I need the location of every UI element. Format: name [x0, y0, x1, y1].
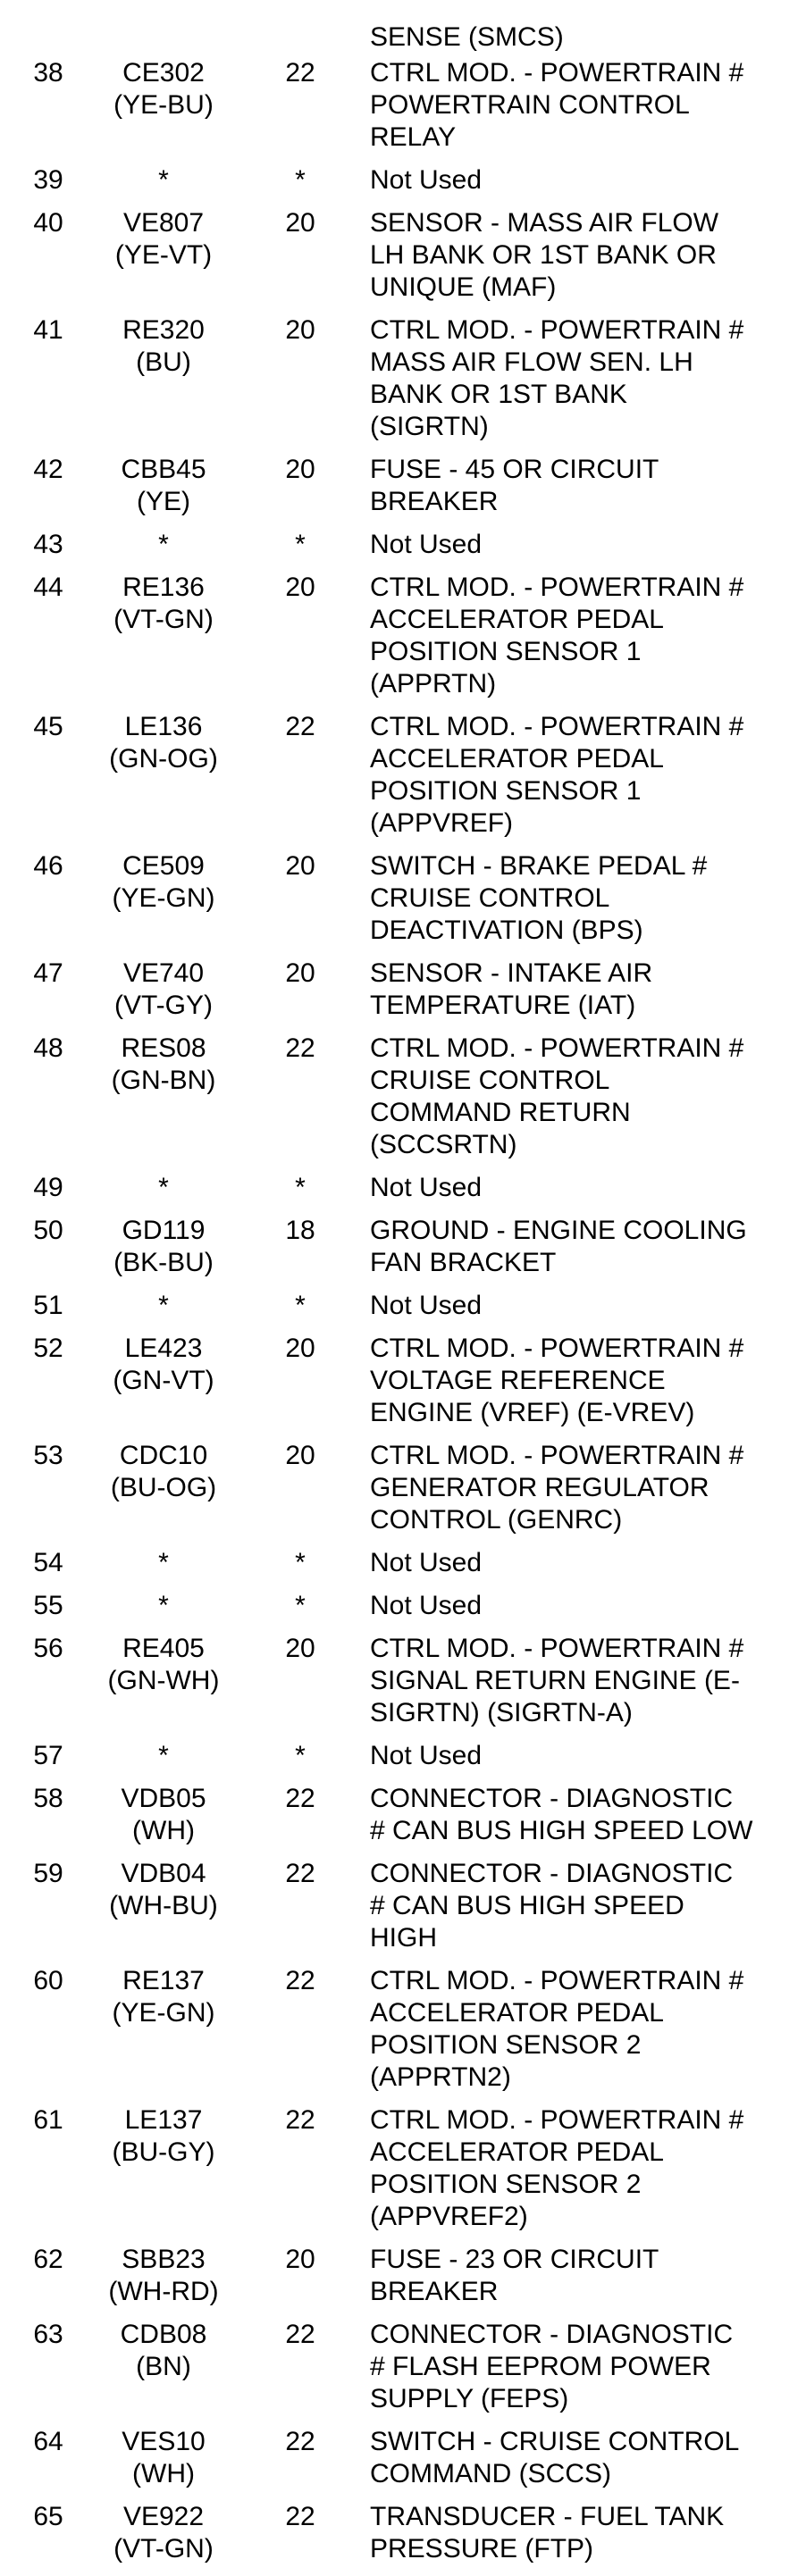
- circuit-cell: [97, 164, 231, 207]
- pin-number: 57: [33, 1741, 63, 1770]
- continued-description: SENSE (SMCS): [370, 22, 564, 52]
- pin-number: 49: [33, 1173, 63, 1202]
- wire-color: (BU): [136, 347, 191, 377]
- table-row: [0, 1290, 806, 1333]
- circuit-code: CE509: [122, 851, 205, 881]
- wire-color: (WH): [132, 2459, 195, 2488]
- pin-number: 45: [33, 712, 63, 741]
- table-row: [0, 850, 806, 958]
- pinout-table-body: [0, 57, 806, 2576]
- table-row: [0, 572, 806, 711]
- pin-number: 50: [33, 1216, 63, 1245]
- wire-gauge: 20: [285, 1441, 315, 1470]
- circuit-cell: [97, 314, 231, 454]
- circuit-code: CBB45: [121, 455, 206, 484]
- table-row: [0, 1633, 806, 1740]
- wire-gauge: 22: [285, 712, 315, 741]
- wire-gauge: 20: [285, 958, 315, 988]
- circuit-function: Not Used: [370, 530, 483, 559]
- pin-number: 48: [33, 1033, 63, 1063]
- wire-color: (BK-BU): [113, 1248, 214, 1277]
- circuit-cell: [97, 2244, 231, 2319]
- circuit-function: CTRL MOD. - POWERTRAIN # ACCELERATOR PEDAL POSITION SENSOR 2 (APPVREF2): [370, 2105, 744, 2231]
- circuit-cell: [97, 529, 231, 572]
- circuit-function: CTRL MOD. - POWERTRAIN # ACCELERATOR PEDAL POSITION SENSOR 2 (APPRTN2): [370, 1966, 744, 2092]
- circuit-cell: [97, 2426, 231, 2501]
- circuit-cell: [97, 454, 231, 529]
- circuit-function: CTRL MOD. - POWERTRAIN # ACCELERATOR PEDAL POSITION SENSOR 1 (APPRTN): [370, 573, 744, 698]
- circuit-code: CDB08: [120, 2320, 207, 2349]
- circuit-cell: [97, 572, 231, 711]
- circuit-function: Not Used: [370, 1173, 483, 1202]
- pin-number: 55: [33, 1591, 63, 1620]
- pin-number: 51: [33, 1291, 63, 1320]
- wire-color: (VT-GN): [113, 605, 214, 634]
- pin-number: 65: [33, 2502, 63, 2531]
- circuit-code: *: [158, 1741, 169, 1770]
- circuit-cell: [97, 207, 231, 314]
- pin-number: 47: [33, 958, 63, 988]
- table-row: [0, 1740, 806, 1783]
- pin-number: 38: [33, 58, 63, 88]
- circuit-code: RE320: [122, 315, 205, 345]
- circuit-function: SENSOR - MASS AIR FLOW LH BANK OR 1ST BANK OR UNIQUE (MAF): [370, 208, 719, 302]
- pin-number: 44: [33, 573, 63, 602]
- circuit-cell: [97, 1172, 231, 1215]
- circuit-code: *: [158, 165, 169, 195]
- circuit-function: CTRL MOD. - POWERTRAIN # POWERTRAIN CONTROL RELAY: [370, 58, 744, 152]
- table-row: [0, 1333, 806, 1440]
- table-row: [0, 1783, 806, 1858]
- wire-gauge: 20: [285, 1634, 315, 1663]
- circuit-function: CONNECTOR - DIAGNOSTIC # FLASH EEPROM POWER SUPPLY (FEPS): [370, 2320, 734, 2413]
- circuit-cell: [97, 1783, 231, 1858]
- circuit-code: RE405: [122, 1634, 205, 1663]
- circuit-code: VDB04: [121, 1859, 206, 1888]
- wire-gauge: 20: [285, 573, 315, 602]
- circuit-code: CE302: [122, 58, 205, 88]
- pin-number: 62: [33, 2245, 63, 2274]
- circuit-code: VE740: [122, 958, 205, 988]
- circuit-function: CONNECTOR - DIAGNOSTIC # CAN BUS HIGH SPEED LOW: [370, 1784, 753, 1845]
- circuit-function: SWITCH - CRUISE CONTROL COMMAND (SCCS): [370, 2427, 740, 2488]
- circuit-function: Not Used: [370, 165, 483, 195]
- circuit-cell: [97, 850, 231, 958]
- pin-number: 56: [33, 1634, 63, 1663]
- circuit-code: RE136: [122, 573, 205, 602]
- pin-number: 54: [33, 1548, 63, 1577]
- wire-gauge: *: [295, 1291, 306, 1320]
- circuit-function: TRANSDUCER - FUEL TANK PRESSURE (FTP): [370, 2502, 725, 2563]
- circuit-code: LE137: [124, 2105, 203, 2135]
- circuit-code: RE137: [122, 1966, 205, 1995]
- circuit-cell: [97, 711, 231, 850]
- circuit-code: *: [158, 1548, 169, 1577]
- table-row: [0, 1858, 806, 1965]
- wire-color: (BN): [136, 2352, 191, 2381]
- wire-gauge: 22: [285, 1859, 315, 1888]
- wire-color: (WH-RD): [108, 2277, 219, 2306]
- pin-number: 42: [33, 455, 63, 484]
- circuit-code: VES10: [122, 2427, 206, 2456]
- wire-gauge: 20: [285, 851, 315, 881]
- circuit-function: Not Used: [370, 1291, 483, 1320]
- wire-gauge: 20: [285, 2245, 315, 2274]
- pin-number: 39: [33, 165, 63, 195]
- circuit-code: RES08: [121, 1033, 206, 1063]
- wire-color: (YE-GN): [112, 883, 215, 913]
- table-row: [0, 529, 806, 572]
- wire-color: (BU-OG): [110, 1473, 217, 1502]
- circuit-function: Not Used: [370, 1548, 483, 1577]
- table-row: [0, 1440, 806, 1547]
- pin-number: 63: [33, 2320, 63, 2349]
- wire-color: (YE-GN): [112, 1998, 215, 2028]
- wire-color: (WH-BU): [109, 1891, 218, 1920]
- wire-gauge: 20: [285, 455, 315, 484]
- circuit-code: VDB05: [121, 1784, 206, 1813]
- circuit-cell: [97, 2104, 231, 2244]
- circuit-cell: [97, 1290, 231, 1333]
- circuit-function: CTRL MOD. - POWERTRAIN # ACCELERATOR PEDAL POSITION SENSOR 1 (APPVREF): [370, 712, 744, 838]
- circuit-code: *: [158, 530, 169, 559]
- wire-gauge: 22: [285, 1033, 315, 1063]
- pinout-table: [0, 57, 806, 2576]
- wire-gauge: 22: [285, 2502, 315, 2531]
- wire-gauge: *: [295, 1741, 306, 1770]
- pin-number: 41: [33, 315, 63, 345]
- wire-color: (GN-OG): [109, 744, 218, 774]
- table-row: [0, 1033, 806, 1172]
- pin-number: 53: [33, 1441, 63, 1470]
- wire-gauge: 22: [285, 2105, 315, 2135]
- wire-color: (GN-WH): [107, 1666, 220, 1695]
- circuit-function: FUSE - 23 OR CIRCUIT BREAKER: [370, 2245, 659, 2306]
- circuit-function: SENSOR - INTAKE AIR TEMPERATURE (IAT): [370, 958, 653, 1020]
- wire-gauge: *: [295, 165, 306, 195]
- circuit-code: SBB23: [122, 2245, 206, 2274]
- table-row: [0, 207, 806, 314]
- wire-gauge: 20: [285, 1334, 315, 1363]
- pin-number: 64: [33, 2427, 63, 2456]
- table-row: [0, 2501, 806, 2576]
- table-row: [0, 1215, 806, 1290]
- wire-color: (GN-VT): [113, 1366, 214, 1395]
- pin-number: 60: [33, 1966, 63, 1995]
- wire-color: (YE-BU): [113, 90, 214, 120]
- wire-gauge: 22: [285, 2320, 315, 2349]
- circuit-cell: [97, 1333, 231, 1440]
- pin-number: 43: [33, 530, 63, 559]
- table-row: [0, 2426, 806, 2501]
- circuit-cell: [97, 1633, 231, 1740]
- circuit-cell: [97, 2319, 231, 2426]
- circuit-cell: [97, 1215, 231, 1290]
- wire-color: (VT-GY): [114, 991, 213, 1020]
- table-row: [0, 2244, 806, 2319]
- circuit-cell: [97, 1965, 231, 2104]
- circuit-cell: [97, 1440, 231, 1547]
- wire-gauge: 20: [285, 315, 315, 345]
- circuit-function: CTRL MOD. - POWERTRAIN # GENERATOR REGULATOR CONTROL (GENRC): [370, 1441, 744, 1535]
- table-row: [0, 1590, 806, 1633]
- table-row: [0, 1172, 806, 1215]
- circuit-function: Not Used: [370, 1741, 483, 1770]
- circuit-cell: [97, 1033, 231, 1172]
- circuit-cell: [97, 1547, 231, 1590]
- pin-number: 52: [33, 1334, 63, 1363]
- circuit-cell: [97, 1858, 231, 1965]
- wire-gauge: 20: [285, 208, 315, 238]
- circuit-cell: [97, 1740, 231, 1783]
- wire-color: (BU-GY): [112, 2137, 215, 2167]
- pin-number: 40: [33, 208, 63, 238]
- table-row: [0, 1547, 806, 1590]
- table-row: [0, 454, 806, 529]
- wire-gauge: 18: [285, 1216, 315, 1245]
- table-row: [0, 958, 806, 1033]
- circuit-cell: [97, 2501, 231, 2576]
- circuit-code: *: [158, 1173, 169, 1202]
- circuit-cell: [97, 1590, 231, 1633]
- wire-gauge: 22: [285, 58, 315, 88]
- circuit-code: VE922: [122, 2502, 205, 2531]
- circuit-function: CTRL MOD. - POWERTRAIN # SIGNAL RETURN ENGINE (E- SIGRTN) (SIGRTN-A): [370, 1634, 744, 1727]
- circuit-code: CDC10: [119, 1441, 208, 1470]
- table-row: [0, 2319, 806, 2426]
- circuit-function: GROUND - ENGINE COOLING FAN BRACKET: [370, 1216, 747, 1277]
- wire-color: (YE): [137, 487, 190, 516]
- circuit-function: CONNECTOR - DIAGNOSTIC # CAN BUS HIGH SPEED HIGH: [370, 1859, 734, 1953]
- pin-number: 46: [33, 851, 63, 881]
- wire-gauge: 22: [285, 2427, 315, 2456]
- table-row: [0, 164, 806, 207]
- wire-color: (GN-BN): [111, 1066, 216, 1095]
- circuit-code: LE423: [124, 1334, 203, 1363]
- circuit-function: CTRL MOD. - POWERTRAIN # CRUISE CONTROL COMMAND RETURN (SCCSRTN): [370, 1033, 744, 1159]
- circuit-function: Not Used: [370, 1591, 483, 1620]
- circuit-cell: [97, 958, 231, 1033]
- pin-number: 58: [33, 1784, 63, 1813]
- wire-color: (VT-GN): [113, 2534, 214, 2563]
- circuit-cell: [97, 57, 231, 164]
- table-row: [0, 314, 806, 454]
- table-row: [0, 1965, 806, 2104]
- circuit-function: SWITCH - BRAKE PEDAL # CRUISE CONTROL DEACTIVATION (BPS): [370, 851, 708, 945]
- wire-gauge: *: [295, 530, 306, 559]
- pin-number: 61: [33, 2105, 63, 2135]
- table-row: [0, 711, 806, 850]
- circuit-code: *: [158, 1291, 169, 1320]
- wire-gauge: *: [295, 1591, 306, 1620]
- table-row: [0, 2104, 806, 2244]
- wire-gauge: 22: [285, 1966, 315, 1995]
- circuit-code: LE136: [124, 712, 203, 741]
- wire-gauge: *: [295, 1548, 306, 1577]
- wire-gauge: 22: [285, 1784, 315, 1813]
- circuit-function: CTRL MOD. - POWERTRAIN # MASS AIR FLOW SEN. LH BANK OR 1ST BANK (SIGRTN): [370, 315, 744, 441]
- circuit-function: CTRL MOD. - POWERTRAIN # VOLTAGE REFERENCE ENGINE (VREF) (E-VREV): [370, 1334, 744, 1427]
- pin-number: 59: [33, 1859, 63, 1888]
- circuit-code: VE807: [122, 208, 205, 238]
- circuit-code: *: [158, 1591, 169, 1620]
- table-row: [0, 57, 806, 164]
- circuit-function: FUSE - 45 OR CIRCUIT BREAKER: [370, 455, 659, 516]
- circuit-code: GD119: [122, 1216, 206, 1245]
- wire-gauge: *: [295, 1173, 306, 1202]
- wire-color: (YE-VT): [114, 240, 213, 270]
- wire-color: (WH): [132, 1816, 195, 1845]
